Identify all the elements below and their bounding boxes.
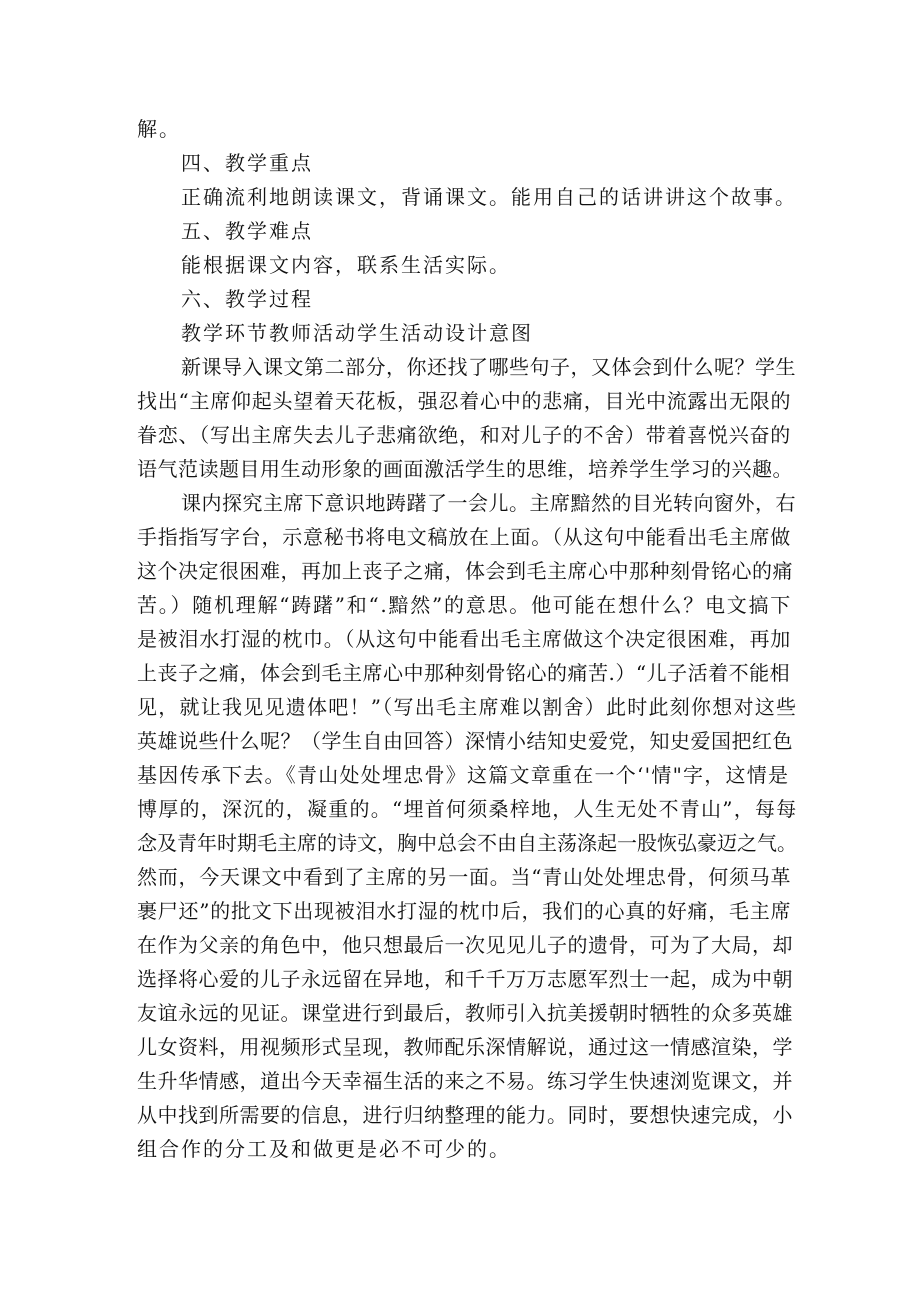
- text-line: 友谊永远的见证。课堂进行到最后，教师引入抗美援朝时牺牲的众多英雄: [137, 1001, 793, 1025]
- text-line: 能根据课文内容，联系生活实际。: [181, 253, 511, 277]
- text-line: 手指指写字台，示意秘书将电文稿放在上面。（从这句中能看出毛主席做: [137, 525, 791, 549]
- text-line: 四、教学重点: [181, 151, 313, 175]
- text-line: 这个决定很困难，再加上丧子之痛，体会到毛主席心中那种刻骨铭心的痛: [137, 559, 793, 583]
- text-line: 是被泪水打湿的枕巾。（从这句中能看出毛主席做这个决定很困难，再加: [137, 627, 791, 651]
- text-line: 找出“主席仰起头望着天花板，强忍着心中的悲痛，目光中流露出无限的: [137, 389, 792, 413]
- text-line: 儿女资料，用视频形式呈现，教师配乐深情解说，通过这一情感渲染，学: [137, 1035, 793, 1059]
- text-line: 眷恋、（写出主席失去儿子悲痛欲绝，和对儿子的不舍）带着喜悦兴奋的: [137, 423, 791, 447]
- text-line: 博厚的，深沉的，凝重的。“埋首何须桑梓地，人生无处不青山”，每每: [137, 797, 798, 821]
- text-line: 见，就让我见见遗体吧！”（写出毛主席难以割舍）此时此刻你想对这些: [137, 695, 798, 719]
- text-line: 五、教学难点: [181, 219, 313, 243]
- text-line: 组合作的分工及和做更是必不可少的。: [137, 1137, 511, 1161]
- text-line: 课内探究主席下意识地踌躇了一会儿。主席黯然的目光转向窗外，右: [181, 491, 796, 515]
- text-line: 在作为父亲的角色中，他只想最后一次见见儿子的遗骨，可为了大局，却: [137, 933, 793, 957]
- text-line: 苦。）随机理解“踌躇”和“.黯然”的意思。他可能在想什么？电文搞下: [137, 593, 793, 617]
- text-line: 解。: [137, 117, 181, 141]
- text-line: 语气范读题目用生动形象的画面激活学生的思维，培养学生学习的兴趣。: [137, 457, 793, 481]
- text-line: 正确流利地朗读课文，背诵课文。能用自己的话讲讲这个故事。: [181, 185, 797, 209]
- text-line: 新课导入课文第二部分，你还找了哪些句子，又体会到什么呢？学生: [181, 355, 796, 379]
- text-line: 上丧子之痛，体会到毛主席心中那种刻骨铭心的痛苦.）“儿子活着不能相: [137, 661, 791, 685]
- text-line: 英雄说些什么呢？（学生自由回答）深情小结知史爱党，知史爱国把红色: [137, 729, 793, 753]
- text-line: 基因传承下去。《青山处处埋忠骨》这篇文章重在一个‘'情"字，这情是: [137, 763, 790, 787]
- text-line: 教学环节教师活动学生活动设计意图: [181, 321, 533, 345]
- text-line: 六、教学过程: [181, 287, 313, 311]
- text-line: 然而，今天课文中看到了主席的另一面。当“青山处处埋忠骨，何须马革: [137, 865, 792, 889]
- text-line: 念及青年时期毛主席的诗文，胸中总会不由自主荡涤起一股恢弘豪迈之气。: [137, 831, 797, 855]
- text-line: 从中找到所需要的信息，进行归纳整理的能力。同时，要想快速完成，小: [137, 1103, 793, 1127]
- document-page: [137, 112, 798, 1166]
- text-line: 生升华情感，道出今天幸福生活的来之不易。练习学生快速浏览课文，并: [137, 1069, 793, 1093]
- text-line: 裹尸还”的批文下出现被泪水打湿的枕巾后，我们的心真的好痛，毛主席: [137, 899, 792, 923]
- text-line: 选择将心爱的儿子永远留在异地，和千千万万志愿军烈士一起，成为中朝: [137, 967, 793, 991]
